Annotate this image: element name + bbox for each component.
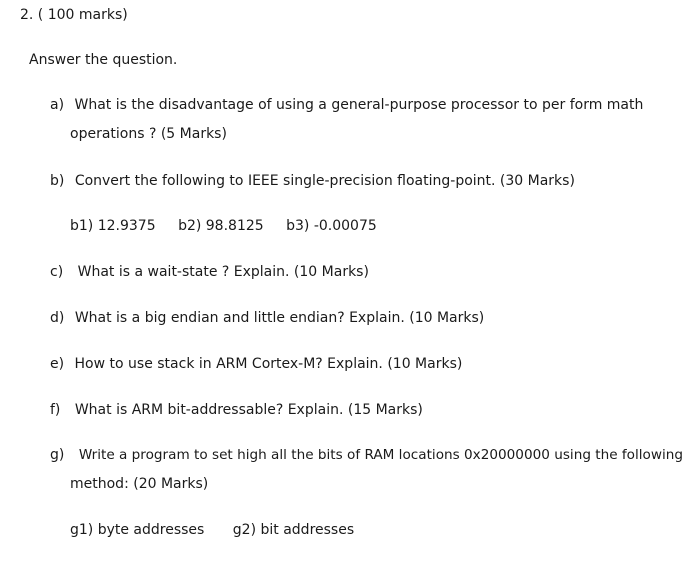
question-e xyxy=(50,355,462,373)
question-a-line2 xyxy=(70,125,227,143)
question-f xyxy=(50,401,423,419)
question-c-label: c) xyxy=(50,264,64,280)
question-g-line1 xyxy=(50,446,683,464)
question-b-label: b) xyxy=(50,173,65,189)
question-g-label: g) xyxy=(50,447,65,463)
subpart-g1: g1) byte addresses xyxy=(70,522,205,538)
question-b-text: Convert the following to IEEE single-precision floating-point. (30 Marks) xyxy=(74,173,575,189)
question-title: 2. ( 100 marks) xyxy=(20,7,128,23)
question-d-label: d) xyxy=(50,310,65,326)
question-g-text-continued: method: (20 Marks) xyxy=(70,476,209,492)
question-f-text: What is ARM bit-addressable? Explain. (15 Marks) xyxy=(74,402,423,418)
instruction-text: Answer the question. xyxy=(29,52,178,68)
question-g-subparts xyxy=(70,521,354,539)
subpart-b2: b2) 98.8125 xyxy=(178,218,264,234)
question-e-text: How to use stack in ARM Cortex-M? Explain. (10 Marks) xyxy=(74,356,463,372)
question-c xyxy=(50,263,369,281)
question-d xyxy=(50,309,484,327)
instruction xyxy=(29,51,177,69)
question-a-text-continued: operations ? (5 Marks) xyxy=(70,126,227,142)
question-header xyxy=(20,6,128,24)
question-f-label: f) xyxy=(50,402,61,418)
question-e-label: e) xyxy=(50,356,65,372)
question-a-line1 xyxy=(50,96,643,114)
subpart-g2: g2) bit addresses xyxy=(232,522,355,538)
question-d-text: What is a big endian and little endian? Explain. (10 Marks) xyxy=(74,310,485,326)
question-b-line xyxy=(50,172,575,190)
question-a-text: What is the disadvantage of using a general-purpose processor to per form math xyxy=(74,97,644,113)
question-c-text: What is a wait-state ? Explain. (10 Marks) xyxy=(77,264,369,280)
question-a-label: a) xyxy=(50,97,65,113)
subpart-b1: b1) 12.9375 xyxy=(70,218,156,234)
question-g-line2 xyxy=(70,475,208,493)
question-b-subparts xyxy=(70,217,377,235)
question-g-text: Write a program to set high all the bits of RAM locations 0x20000000 using the following xyxy=(78,447,684,463)
subpart-b3: b3) -0.00075 xyxy=(286,218,377,234)
